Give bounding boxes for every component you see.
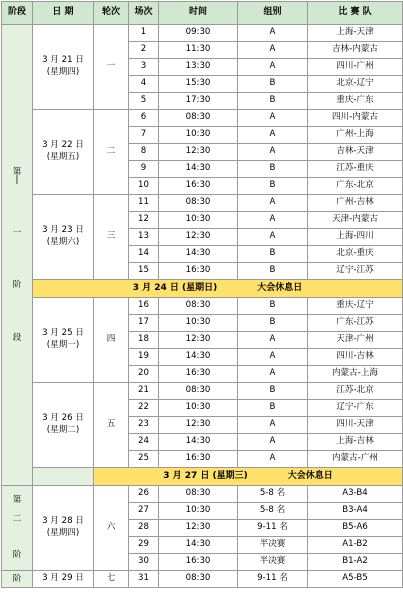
match-teams: 重庆-辽宁 — [308, 298, 403, 315]
match-time: 14:30 — [159, 537, 238, 554]
match-group: B — [238, 400, 308, 417]
match-teams: 广州-吉林 — [308, 195, 403, 212]
match-time: 08:30 — [159, 195, 238, 212]
header-round: 轮次 — [94, 2, 129, 25]
match-no: 14 — [129, 246, 159, 263]
stage-1-char-1: 第 — [12, 166, 22, 177]
date-cell — [33, 383, 94, 468]
match-no: 4 — [129, 76, 159, 93]
match-group: A — [238, 42, 308, 59]
match-time: 16:30 — [159, 178, 238, 195]
match-no: 1 — [129, 25, 159, 42]
match-teams: B1-A2 — [308, 554, 403, 571]
header-stage: 阶段 — [2, 2, 33, 25]
match-group: 5-8 名 — [238, 503, 308, 520]
match-teams: 四川-内蒙古 — [308, 110, 403, 127]
match-no: 2 — [129, 42, 159, 59]
header-date: 日 期 — [33, 2, 94, 25]
date-text: 3 月 21 日 — [42, 55, 84, 66]
match-teams: 北京-辽宁 — [308, 76, 403, 93]
date-cell — [33, 110, 94, 195]
match-group: B — [238, 263, 308, 280]
round-cell: 七 — [94, 571, 129, 588]
rest-day-row — [2, 468, 403, 486]
match-group: B — [238, 383, 308, 400]
stage-2-cell — [2, 486, 33, 571]
match-group: A — [238, 332, 308, 349]
date-text: 3 月 25 日 — [42, 328, 84, 339]
date-text: 3 月 28 日 — [42, 516, 84, 527]
match-no: 20 — [129, 366, 159, 383]
match-no: 31 — [129, 571, 159, 588]
stage-2-cell-cont — [2, 571, 33, 588]
match-row — [2, 486, 403, 503]
match-no: 28 — [129, 520, 159, 537]
match-time: 13:30 — [159, 59, 238, 76]
match-teams: A5-B5 — [308, 571, 403, 588]
match-group: 9-11 名 — [238, 571, 308, 588]
match-time: 09:30 — [159, 25, 238, 42]
match-group: B — [238, 178, 308, 195]
header-match-no: 场次 — [129, 2, 159, 25]
match-teams: B5-A6 — [308, 520, 403, 537]
match-teams: A1-B2 — [308, 537, 403, 554]
match-teams: 内蒙古-广州 — [308, 451, 403, 468]
match-no: 26 — [129, 486, 159, 503]
match-time: 16:30 — [159, 366, 238, 383]
match-no: 23 — [129, 417, 159, 434]
match-teams: 辽宁-江苏 — [308, 263, 403, 280]
match-teams: 四川-广州 — [308, 59, 403, 76]
schedule-table — [1, 1, 403, 588]
rest-day-row — [2, 280, 403, 298]
match-group: 半决赛 — [238, 554, 308, 571]
match-no: 27 — [129, 503, 159, 520]
match-teams: 上海-天津 — [308, 25, 403, 42]
rest-day-stage-filler — [33, 468, 94, 486]
date-cell — [33, 25, 94, 110]
round-cell: 一 — [94, 25, 129, 110]
match-group: B — [238, 246, 308, 263]
match-time: 08:30 — [159, 298, 238, 315]
match-time: 12:30 — [159, 417, 238, 434]
stage-1-cell — [2, 25, 33, 486]
round-cell: 五 — [94, 383, 129, 468]
match-no: 24 — [129, 434, 159, 451]
date-cell — [33, 298, 94, 383]
match-no: 3 — [129, 59, 159, 76]
round-cell: 四 — [94, 298, 129, 383]
match-teams: 北京-重庆 — [308, 246, 403, 263]
weekday-text: (星期一) — [46, 340, 80, 350]
date-text: 3 月 26 日 — [42, 413, 84, 424]
date-text: 3 月 22 日 — [42, 140, 84, 151]
match-no: 11 — [129, 195, 159, 212]
match-teams: 内蒙古-上海 — [308, 366, 403, 383]
rest-day-label: 大会休息日 — [257, 282, 303, 293]
match-row — [2, 383, 403, 400]
match-group: A — [238, 25, 308, 42]
match-time: 10:30 — [159, 315, 238, 332]
match-no: 29 — [129, 537, 159, 554]
match-no: 30 — [129, 554, 159, 571]
match-group: B — [238, 298, 308, 315]
stage-2-char-2: 二 — [12, 513, 22, 524]
round-cell: 六 — [94, 486, 129, 571]
match-teams: 四川-吉林 — [308, 349, 403, 366]
match-no: 5 — [129, 93, 159, 110]
match-teams: 天津-广州 — [308, 332, 403, 349]
match-no: 8 — [129, 144, 159, 161]
stage-1-char-3: 阶 — [12, 280, 22, 291]
match-teams: 江苏-重庆 — [308, 161, 403, 178]
weekday-text: (星期四) — [46, 67, 80, 77]
match-no: 6 — [129, 110, 159, 127]
stage-2-char-4: 阶 — [12, 573, 22, 584]
match-teams: A3-B4 — [308, 486, 403, 503]
match-group: A — [238, 59, 308, 76]
match-group: B — [238, 93, 308, 110]
match-time: 10:30 — [159, 503, 238, 520]
match-no: 15 — [129, 263, 159, 280]
match-teams: 上海-四川 — [308, 229, 403, 246]
rest-day-cell — [94, 468, 403, 486]
match-teams: 上海-吉林 — [308, 434, 403, 451]
match-time: 08:30 — [159, 383, 238, 400]
header-row — [2, 2, 403, 25]
match-teams: 天津-内蒙古 — [308, 212, 403, 229]
match-teams: 吉林-内蒙古 — [308, 42, 403, 59]
weekday-text: (星期二) — [46, 425, 80, 435]
match-no: 10 — [129, 178, 159, 195]
match-group: A — [238, 366, 308, 383]
match-group: A — [238, 127, 308, 144]
rest-day-date: 3 月 27 日 (星期三) — [163, 470, 248, 481]
match-group: 5-8 名 — [238, 486, 308, 503]
match-time: 08:30 — [159, 571, 238, 588]
match-group: A — [238, 349, 308, 366]
match-group: B — [238, 315, 308, 332]
stage-2-char-3: 阶 — [12, 550, 22, 561]
match-no: 9 — [129, 161, 159, 178]
match-row — [2, 110, 403, 127]
match-group: A — [238, 110, 308, 127]
match-row — [2, 195, 403, 212]
rest-day-label: 大会休息日 — [287, 470, 333, 481]
date-cell — [33, 195, 94, 280]
match-time: 10:30 — [159, 127, 238, 144]
match-teams: 广东-江苏 — [308, 315, 403, 332]
match-time: 08:30 — [159, 486, 238, 503]
match-teams: 辽宁-广东 — [308, 400, 403, 417]
match-row — [2, 571, 403, 588]
match-teams: B3-A4 — [308, 503, 403, 520]
match-time: 11:30 — [159, 42, 238, 59]
match-teams: 江苏-北京 — [308, 383, 403, 400]
weekday-text: (星期六) — [46, 237, 80, 247]
match-time: 08:30 — [159, 110, 238, 127]
date-text: 3 月 23 日 — [42, 225, 84, 236]
date-cell — [33, 486, 94, 571]
match-group: A — [238, 434, 308, 451]
stage-1-char-2: 一 — [12, 227, 22, 238]
match-group: A — [238, 451, 308, 468]
match-group: A — [238, 229, 308, 246]
match-group: B — [238, 161, 308, 178]
match-no: 12 — [129, 212, 159, 229]
match-teams: 广东-北京 — [308, 178, 403, 195]
weekday-text: (星期四) — [46, 528, 80, 538]
stage-1-char-4: 段 — [12, 332, 22, 343]
match-group: A — [238, 144, 308, 161]
match-time: 14:30 — [159, 349, 238, 366]
match-time: 12:30 — [159, 229, 238, 246]
match-time: 16:30 — [159, 451, 238, 468]
match-time: 10:30 — [159, 212, 238, 229]
date-text: 3 月 29 日 — [42, 573, 84, 584]
header-time: 时间 — [159, 2, 238, 25]
stage-2-char-1: 第 — [12, 495, 22, 506]
match-group: 半决赛 — [238, 537, 308, 554]
match-time: 12:30 — [159, 332, 238, 349]
match-time: 12:30 — [159, 520, 238, 537]
match-group: A — [238, 195, 308, 212]
match-group: B — [238, 76, 308, 93]
match-no: 19 — [129, 349, 159, 366]
match-time: 16:30 — [159, 263, 238, 280]
rest-day-date: 3 月 24 日 (星期日) — [132, 282, 218, 293]
header-teams: 比 赛 队 — [308, 2, 403, 25]
match-teams: 广州-上海 — [308, 127, 403, 144]
round-cell: 二 — [94, 110, 129, 195]
header-group: 组别 — [238, 2, 308, 25]
match-no: 18 — [129, 332, 159, 349]
stage-1-sep: | — [15, 175, 19, 186]
match-teams: 重庆-广东 — [308, 93, 403, 110]
match-teams: 四川-天津 — [308, 417, 403, 434]
match-time: 15:30 — [159, 76, 238, 93]
round-cell: 三 — [94, 195, 129, 280]
weekday-text: (星期五) — [46, 152, 80, 162]
match-time: 14:30 — [159, 434, 238, 451]
match-time: 14:30 — [159, 246, 238, 263]
match-time: 17:30 — [159, 93, 238, 110]
match-no: 16 — [129, 298, 159, 315]
match-no: 17 — [129, 315, 159, 332]
match-no: 13 — [129, 229, 159, 246]
match-no: 22 — [129, 400, 159, 417]
date-cell — [33, 571, 94, 588]
match-time: 10:30 — [159, 400, 238, 417]
match-group: A — [238, 212, 308, 229]
match-no: 21 — [129, 383, 159, 400]
match-time: 12:30 — [159, 144, 238, 161]
match-time: 14:30 — [159, 161, 238, 178]
match-teams: 吉林-天津 — [308, 144, 403, 161]
match-no: 25 — [129, 451, 159, 468]
match-row — [2, 298, 403, 315]
match-no: 7 — [129, 127, 159, 144]
match-time: 16:30 — [159, 554, 238, 571]
match-group: 9-11 名 — [238, 520, 308, 537]
match-row — [2, 25, 403, 42]
rest-day-cell — [33, 280, 403, 298]
match-group: A — [238, 417, 308, 434]
